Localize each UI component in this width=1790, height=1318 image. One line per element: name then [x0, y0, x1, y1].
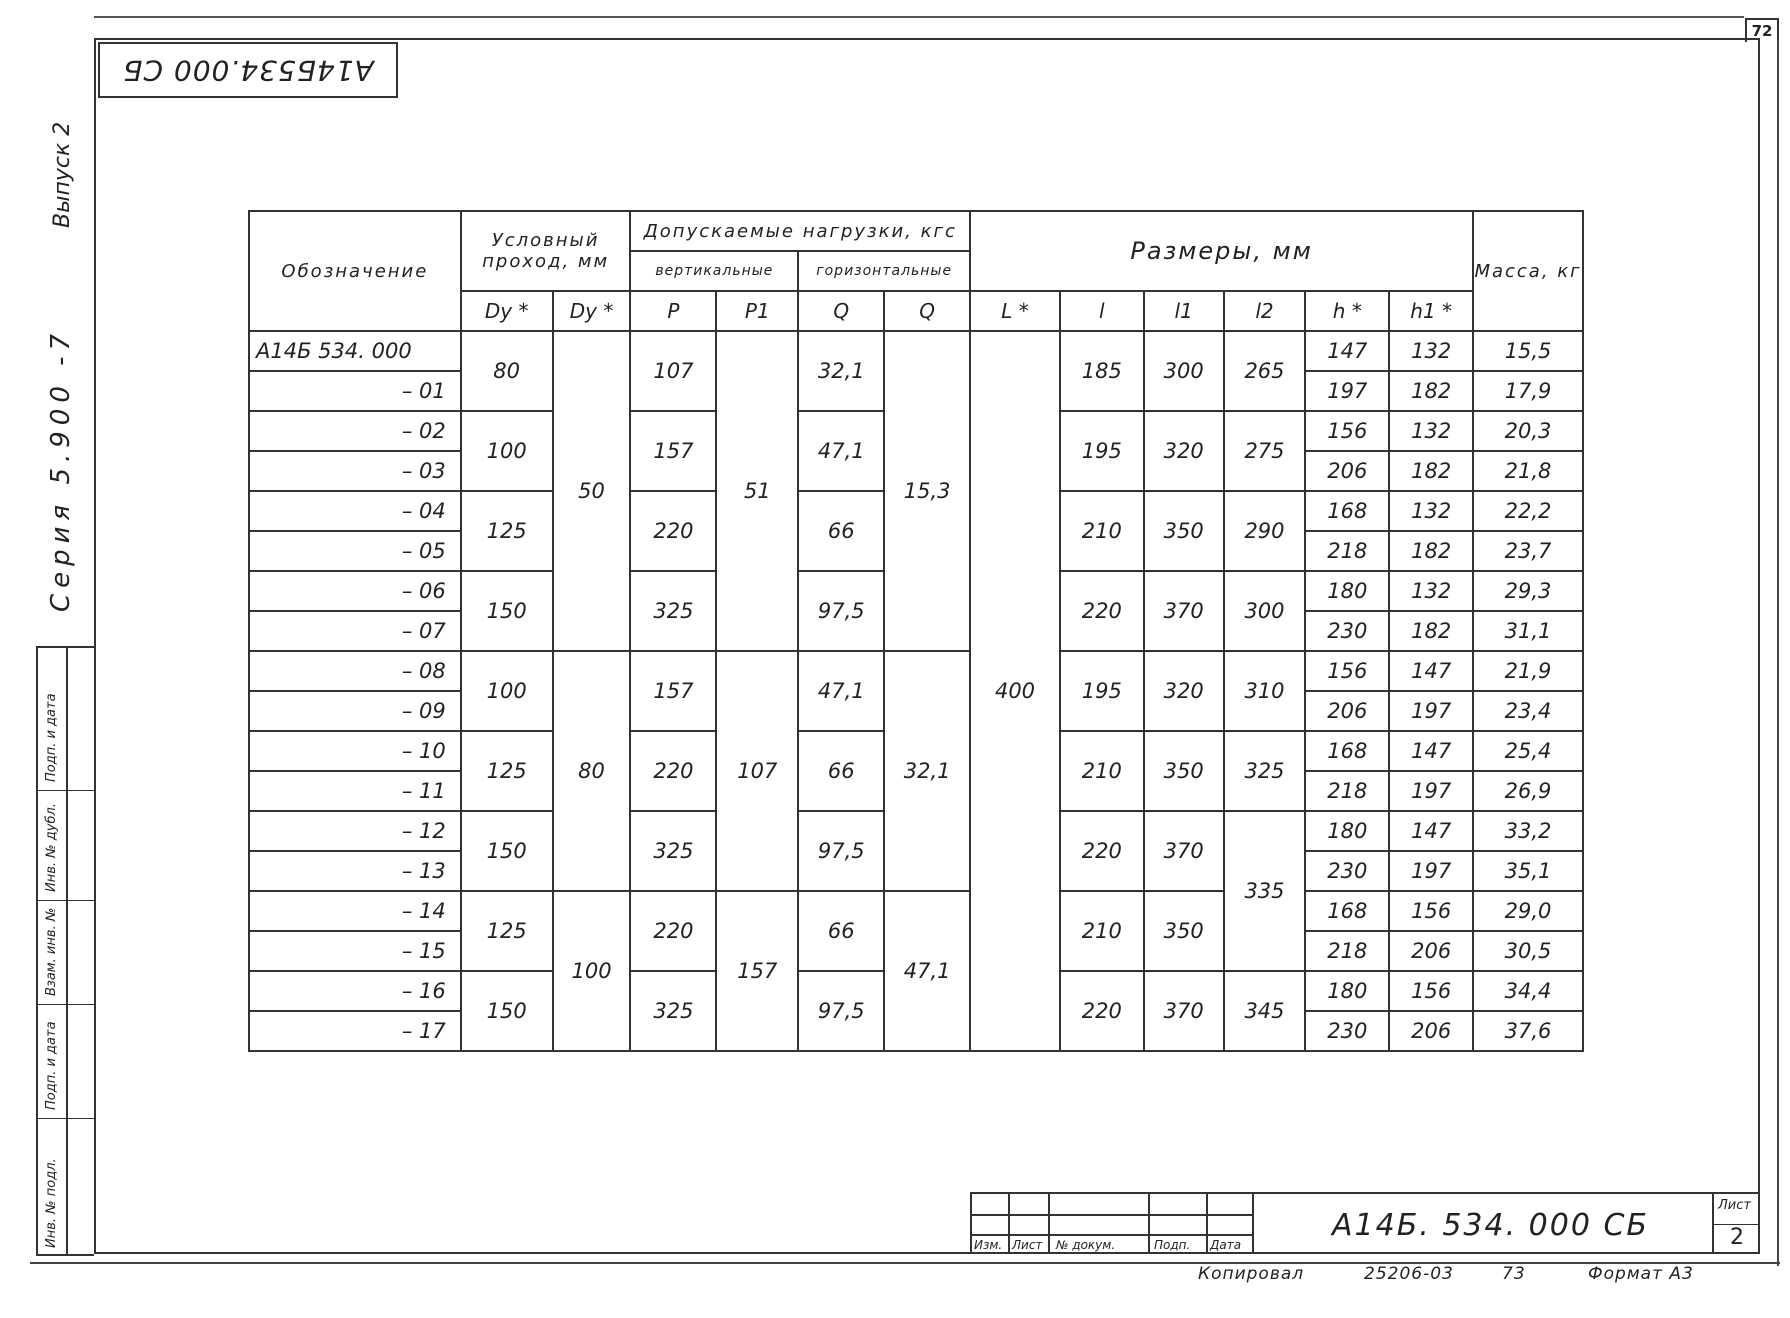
mass-cell: 21,8	[1473, 451, 1583, 491]
stamp-label-date: Дата	[1210, 1238, 1242, 1252]
mass-cell: 34,4	[1473, 971, 1583, 1011]
h-cell: 147	[1305, 331, 1389, 371]
strip-row-line	[38, 1118, 96, 1119]
designation-cell: – 08	[249, 651, 461, 691]
l2-cell: 290	[1224, 491, 1306, 571]
footer-copied: Копировал	[1198, 1264, 1305, 1284]
h-cell: 218	[1305, 531, 1389, 571]
h1-cell: 147	[1389, 731, 1473, 771]
l-cell: 195	[1060, 411, 1144, 491]
h-cell: 230	[1305, 1011, 1389, 1051]
stamp-grid-line	[972, 1234, 1252, 1236]
header-designation: Обозначение	[249, 211, 461, 331]
l-cell: 220	[1060, 971, 1144, 1051]
h-cell: 206	[1305, 451, 1389, 491]
q1-cell: 97,5	[798, 971, 884, 1051]
l1-cell: 320	[1144, 651, 1224, 731]
q1-cell: 66	[798, 491, 884, 571]
h-cell: 218	[1305, 771, 1389, 811]
top-border-line	[94, 16, 1744, 18]
q1-cell: 47,1	[798, 411, 884, 491]
stamp-document-code: А14Б. 534. 000 СБ	[1332, 1208, 1650, 1243]
p-cell: 157	[630, 651, 716, 731]
strip-label: Инв. № подл.	[44, 1158, 59, 1248]
l2-cell: 325	[1224, 731, 1306, 811]
mass-cell: 15,5	[1473, 331, 1583, 371]
stamp-label-sign: Подп.	[1154, 1238, 1191, 1252]
l-cell: 210	[1060, 491, 1144, 571]
footer-order: 25206-03	[1364, 1264, 1454, 1284]
h-cell: 180	[1305, 811, 1389, 851]
h-cell: 230	[1305, 611, 1389, 651]
h1-cell: 132	[1389, 571, 1473, 611]
designation-cell: – 13	[249, 851, 461, 891]
l1-cell: 370	[1144, 971, 1224, 1051]
rotated-code-box	[98, 42, 398, 98]
mass-cell: 20,3	[1473, 411, 1583, 451]
h1-cell: 197	[1389, 771, 1473, 811]
strip-label: Инв. № дубл.	[44, 803, 59, 892]
stamp-label-doc: № докум.	[1056, 1238, 1116, 1252]
strip-row-line	[38, 900, 96, 901]
header-h: h *	[1305, 291, 1389, 331]
p1-cell: 157	[716, 891, 798, 1051]
stamp-grid-line	[1252, 1194, 1254, 1254]
mass-cell: 29,0	[1473, 891, 1583, 931]
h1-cell: 156	[1389, 891, 1473, 931]
p-cell: 325	[630, 571, 716, 651]
strip-label: Подп. и дата	[44, 693, 59, 782]
mass-cell: 37,6	[1473, 1011, 1583, 1051]
h-cell: 168	[1305, 491, 1389, 531]
header-nominal-bore: Условный проход, мм	[461, 211, 631, 291]
h1-cell: 132	[1389, 331, 1473, 371]
stamp-label-list: Лист	[1012, 1238, 1043, 1252]
strip-label: Взам. инв. №	[44, 907, 59, 996]
q2-cell: 15,3	[884, 331, 970, 651]
q1-cell: 66	[798, 891, 884, 971]
mass-cell: 21,9	[1473, 651, 1583, 691]
dy1-cell: 80	[461, 331, 553, 411]
h-cell: 230	[1305, 851, 1389, 891]
designation-cell: – 04	[249, 491, 461, 531]
designation-cell: – 11	[249, 771, 461, 811]
dy1-cell: 150	[461, 971, 553, 1051]
h-cell: 180	[1305, 571, 1389, 611]
designation-cell: – 02	[249, 411, 461, 451]
designation-cell: – 07	[249, 611, 461, 651]
footer-format: Формат А3	[1588, 1264, 1694, 1284]
designation-cell: – 05	[249, 531, 461, 571]
l-cell: 210	[1060, 891, 1144, 971]
header-L: L *	[970, 291, 1060, 331]
designation-cell: – 06	[249, 571, 461, 611]
dy1-cell: 125	[461, 491, 553, 571]
header-q2: Q	[884, 291, 970, 331]
mass-cell: 31,1	[1473, 611, 1583, 651]
l1-cell: 350	[1144, 891, 1224, 971]
l1-cell: 350	[1144, 731, 1224, 811]
q1-cell: 32,1	[798, 331, 884, 411]
dy1-cell: 100	[461, 651, 553, 731]
p-cell: 220	[630, 491, 716, 571]
strip-row-line	[38, 790, 96, 791]
strip-row-line	[38, 1004, 96, 1005]
dy1-cell: 100	[461, 411, 553, 491]
header-dy2: Dу *	[553, 291, 631, 331]
h-cell: 218	[1305, 931, 1389, 971]
h1-cell: 132	[1389, 411, 1473, 451]
designation-cell: А14Б 534. 000	[249, 331, 461, 371]
sheet-label: Лист	[1718, 1198, 1751, 1213]
l-cell: 220	[1060, 811, 1144, 891]
dy2-cell: 100	[553, 891, 631, 1051]
q1-cell: 47,1	[798, 651, 884, 731]
l-cell: 195	[1060, 651, 1144, 731]
l-cell: 220	[1060, 571, 1144, 651]
header-vertical: вертикальные	[630, 251, 798, 291]
h1-cell: 206	[1389, 931, 1473, 971]
designation-cell: – 10	[249, 731, 461, 771]
h1-cell: 182	[1389, 611, 1473, 651]
dy1-cell: 150	[461, 571, 553, 651]
l2-cell: 335	[1224, 811, 1306, 971]
dy1-cell: 125	[461, 891, 553, 971]
dy2-cell: 50	[553, 331, 631, 651]
designation-cell: – 12	[249, 811, 461, 851]
mass-cell: 26,9	[1473, 771, 1583, 811]
q1-cell: 97,5	[798, 811, 884, 891]
h1-cell: 147	[1389, 811, 1473, 851]
p-cell: 220	[630, 891, 716, 971]
l-cell: 210	[1060, 731, 1144, 811]
designation-cell: – 01	[249, 371, 461, 411]
mass-cell: 35,1	[1473, 851, 1583, 891]
sheet-number-box	[1712, 1192, 1760, 1254]
stamp-grid-line	[1206, 1194, 1208, 1254]
l2-cell: 345	[1224, 971, 1306, 1051]
header-dimensions: Размеры, мм	[970, 211, 1473, 291]
mass-cell: 22,2	[1473, 491, 1583, 531]
designation-cell: – 17	[249, 1011, 461, 1051]
p1-cell: 51	[716, 331, 798, 651]
header-l2: l2	[1224, 291, 1306, 331]
mass-cell: 23,7	[1473, 531, 1583, 571]
designation-cell: – 09	[249, 691, 461, 731]
q2-cell: 47,1	[884, 891, 970, 1051]
header-loads: Допускаемые нагрузки, кгс	[630, 211, 970, 251]
h-cell: 168	[1305, 891, 1389, 931]
header-mass: Масса, кг	[1473, 211, 1583, 331]
side-stamp-strip	[36, 646, 94, 1256]
q2-cell: 32,1	[884, 651, 970, 891]
header-h1: h1 *	[1389, 291, 1473, 331]
side-vypusk: Выпуск 2	[50, 121, 75, 228]
l1-cell: 350	[1144, 491, 1224, 571]
l2-cell: 300	[1224, 571, 1306, 651]
mass-cell: 17,9	[1473, 371, 1583, 411]
l1-cell: 370	[1144, 811, 1224, 891]
h-cell: 168	[1305, 731, 1389, 771]
header-l1: l1	[1144, 291, 1224, 331]
h1-cell: 197	[1389, 851, 1473, 891]
h1-cell: 182	[1389, 451, 1473, 491]
header-horizontal: горизонтальные	[798, 251, 970, 291]
L-cell: 400	[970, 331, 1060, 1051]
l1-cell: 300	[1144, 331, 1224, 411]
q1-cell: 66	[798, 731, 884, 811]
h1-cell: 132	[1389, 491, 1473, 531]
p-cell: 325	[630, 971, 716, 1051]
l-cell: 185	[1060, 331, 1144, 411]
specification-table	[248, 210, 1584, 1052]
mass-cell: 23,4	[1473, 691, 1583, 731]
p-cell: 325	[630, 811, 716, 891]
l1-cell: 370	[1144, 571, 1224, 651]
right-border-line	[1777, 40, 1779, 1266]
mass-cell: 30,5	[1473, 931, 1583, 971]
strip-label: Подп. и дата	[44, 1021, 59, 1110]
p1-cell: 107	[716, 651, 798, 891]
header-p1: P1	[716, 291, 798, 331]
header-dy1: Dу *	[461, 291, 553, 331]
p-cell: 220	[630, 731, 716, 811]
sheet-corner-number: 72	[1745, 18, 1779, 42]
title-block-stamp	[970, 1192, 1744, 1254]
h1-cell: 206	[1389, 1011, 1473, 1051]
sheet-number: 2	[1714, 1224, 1760, 1250]
h-cell: 197	[1305, 371, 1389, 411]
designation-cell: – 16	[249, 971, 461, 1011]
header-p: P	[630, 291, 716, 331]
dy1-cell: 125	[461, 731, 553, 811]
l1-cell: 320	[1144, 411, 1224, 491]
mass-cell: 25,4	[1473, 731, 1583, 771]
h1-cell: 197	[1389, 691, 1473, 731]
header-l: l	[1060, 291, 1144, 331]
p-cell: 157	[630, 411, 716, 491]
mass-cell: 33,2	[1473, 811, 1583, 851]
strip-divider	[66, 648, 68, 1254]
dy1-cell: 150	[461, 811, 553, 891]
p-cell: 107	[630, 331, 716, 411]
dy2-cell: 80	[553, 651, 631, 891]
designation-cell: – 15	[249, 931, 461, 971]
h1-cell: 147	[1389, 651, 1473, 691]
h1-cell: 156	[1389, 971, 1473, 1011]
h-cell: 156	[1305, 651, 1389, 691]
stamp-grid-line	[1008, 1194, 1010, 1254]
designation-cell: – 14	[249, 891, 461, 931]
l2-cell: 310	[1224, 651, 1306, 731]
stamp-grid-line	[1048, 1194, 1050, 1254]
designation-cell: – 03	[249, 451, 461, 491]
h-cell: 156	[1305, 411, 1389, 451]
q1-cell: 97,5	[798, 571, 884, 651]
l2-cell: 275	[1224, 411, 1306, 491]
h-cell: 180	[1305, 971, 1389, 1011]
l2-cell: 265	[1224, 331, 1306, 411]
stamp-grid-line	[1148, 1194, 1150, 1254]
h1-cell: 182	[1389, 371, 1473, 411]
rotated-drawing-code: А14Б534.000 СБ	[122, 54, 374, 87]
header-q1: Q	[798, 291, 884, 331]
side-seriya: Серия 5.900 -7	[46, 327, 76, 612]
stamp-label-izm: Изм.	[974, 1238, 1003, 1252]
h1-cell: 182	[1389, 531, 1473, 571]
stamp-grid-line	[972, 1214, 1252, 1216]
h-cell: 206	[1305, 691, 1389, 731]
mass-cell: 29,3	[1473, 571, 1583, 611]
footer-order-num: 73	[1502, 1264, 1526, 1284]
